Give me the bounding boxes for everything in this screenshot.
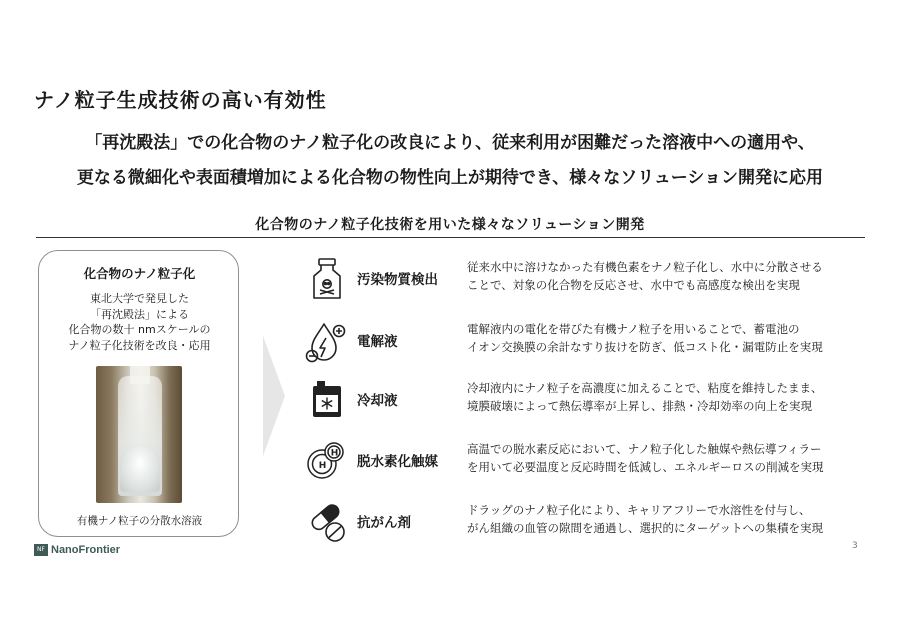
card-desc-line: 「再沈殿法」による: [90, 307, 189, 321]
hydrogen-atoms-icon: [304, 438, 350, 484]
solution-desc-line: がん組織の血管の隙間を通過し、選択的にターゲットへの集積を実現: [467, 521, 824, 535]
slide-title: ナノ粒子生成技術の高い有効性: [34, 88, 327, 112]
solution-desc-line: イオン交換膜の余計なすり抜けを防ぎ、低コスト化・漏電防止を実現: [467, 340, 823, 354]
solution-row-pollutant-detection: [300, 254, 880, 306]
photo-caption: 有機ナノ粒子の分散水溶液: [76, 515, 203, 527]
electrolyte-drop-icon: [304, 318, 350, 364]
card-desc-line: ナノ粒子化技術を改良・応用: [68, 338, 211, 352]
solution-desc-line: ことで、対象の化合物を反応させ、水中でも高感度な検出を実現: [467, 278, 800, 292]
solution-label: 冷却液: [357, 393, 398, 409]
solution-description: [467, 379, 822, 415]
solution-description: [467, 258, 823, 294]
svg-text:H: H: [318, 460, 327, 471]
solution-description: [467, 320, 823, 356]
solution-label: 脱水素化触媒: [357, 454, 438, 470]
section-divider: [36, 237, 865, 238]
solution-row-coolant: [300, 375, 880, 427]
card-desc-line: 東北大学で発見した: [90, 292, 189, 305]
solution-label: 電解液: [357, 334, 398, 350]
page-number: 3: [852, 541, 858, 551]
solution-row-dehydrogenation-catalyst: [300, 436, 880, 488]
solution-desc-line: 境膜破壊によって熱伝導率が上昇し、排熱・冷却効率の向上を実現: [467, 399, 812, 413]
chevron-right-icon: [263, 336, 285, 456]
company-logo: [34, 542, 120, 558]
solution-desc-line: ドラッグのナノ粒子化により、キャリアフリーで水溶性を付与し、: [467, 503, 811, 517]
svg-text:H: H: [330, 448, 339, 459]
section-heading: 化合物のナノ粒子化技術を用いた様々なソリューション開発: [255, 217, 645, 233]
logo-mark: NF: [34, 544, 48, 556]
solution-description: [467, 440, 824, 476]
solution-desc-line: を用いて必要温度と反応時間を低減し、エネルギーロスの削減を実現: [467, 460, 824, 474]
solution-row-electrolyte: [300, 316, 880, 368]
poison-bottle-icon: [304, 256, 350, 302]
dispersion-photo: [96, 366, 182, 503]
nano-particle-card: [38, 250, 239, 537]
solution-desc-line: 電解液内の電化を帯びた有機ナノ粒子を用いることで、蓄電池の: [467, 322, 800, 336]
solution-desc-line: 高温での脱水素反応において、ナノ粒子化した触媒や熱伝導フィラー: [467, 442, 822, 456]
solution-desc-line: 冷却液内にナノ粒子を高濃度に加えることで、粘度を維持したまま、: [467, 381, 823, 395]
solution-row-anticancer: [300, 497, 880, 549]
card-title: 化合物のナノ粒子化: [83, 266, 196, 281]
solution-label: 抗がん剤: [357, 515, 411, 531]
pills-icon: [304, 499, 350, 545]
logo-text: NanoFrontier: [51, 544, 121, 556]
lead-line-2: 更なる微細化や表面積増加による化合物の物性向上が期待でき、様々なソリューション開発に応用: [76, 168, 824, 188]
solution-desc-line: 従来水中に溶けなかった有機色素をナノ粒子化し、水中に分散させる: [467, 260, 823, 274]
card-description: [39, 291, 240, 353]
lead-line-1: 「再沈殿法」での化合物のナノ粒子化の改良により、従来利用が困難だった溶液中への適用や、: [85, 133, 815, 153]
solution-label: 汚染物質検出: [357, 272, 438, 288]
card-desc-line: 化合物の数十 nmスケールの: [68, 323, 211, 336]
coolant-container-icon: [304, 377, 350, 423]
solution-description: [467, 501, 823, 537]
